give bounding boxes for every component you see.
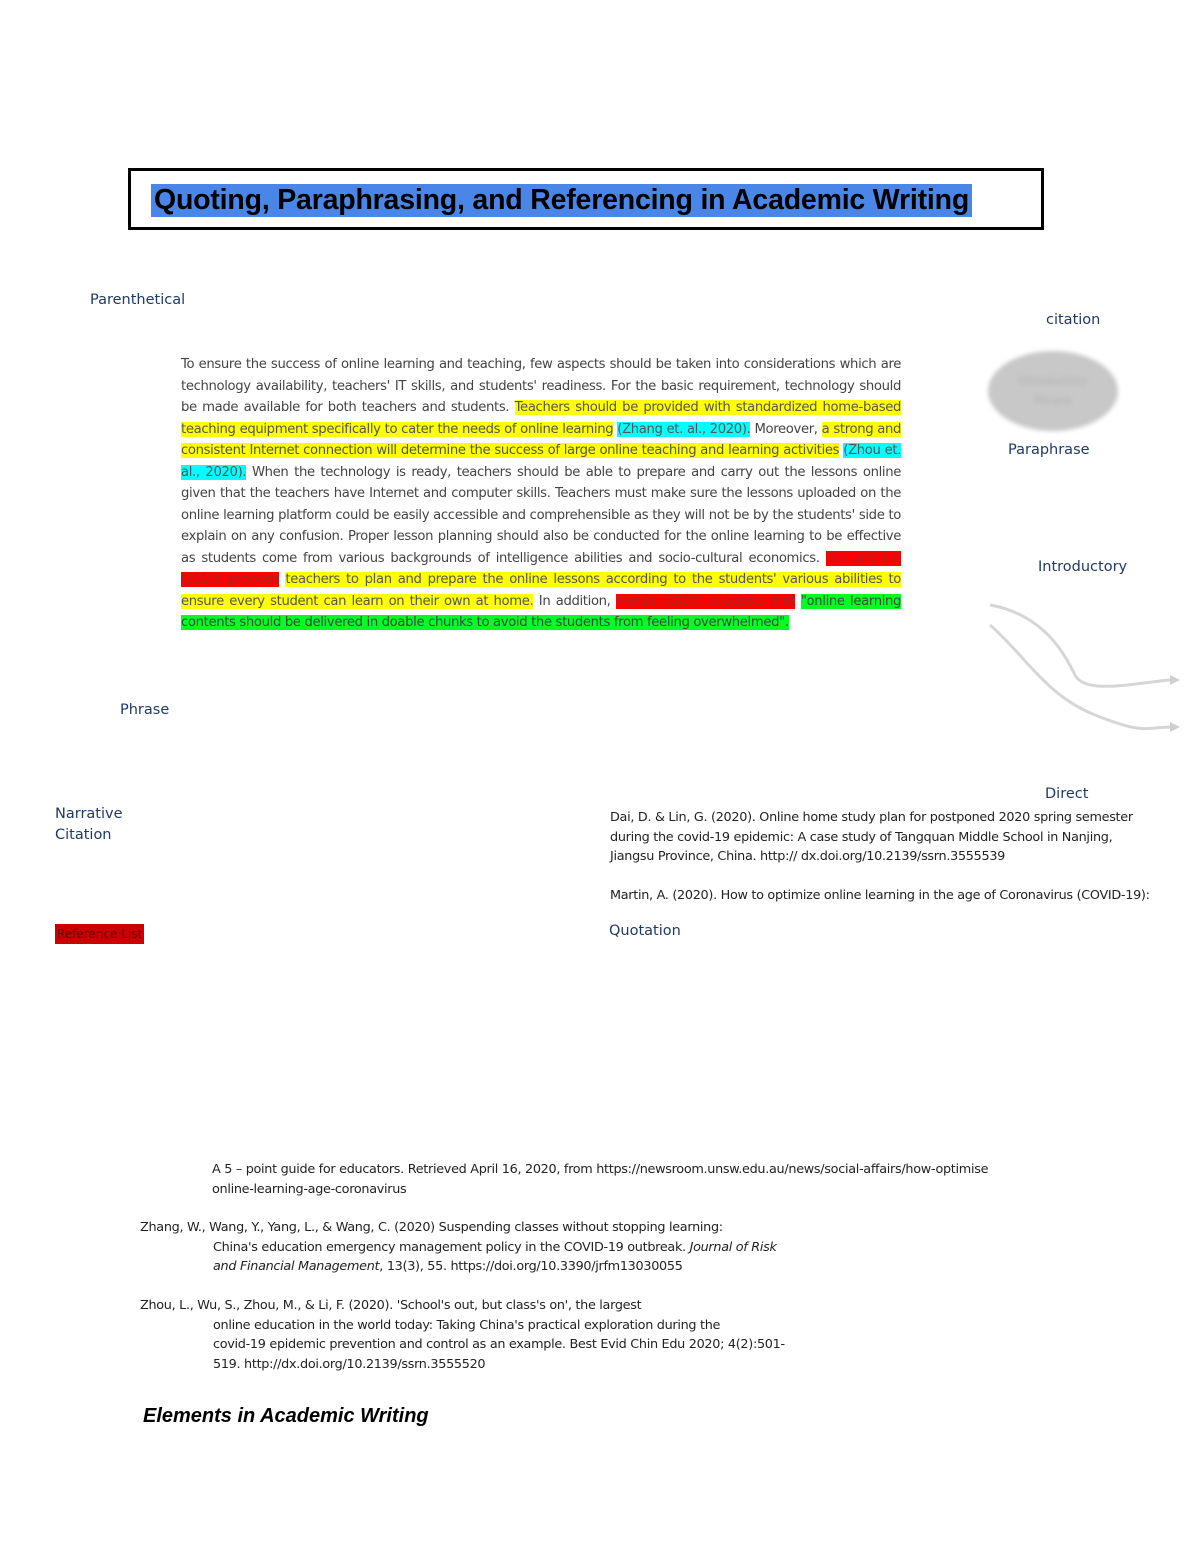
direct-quotation: "online learning contents should be delivered in doable chunks to avoid the students from feeling overwhelmed". (181, 593, 902, 630)
title-box (128, 168, 1044, 230)
section-heading: Elements in Academic Writing (143, 1405, 429, 1427)
label-quotation: Quotation (609, 923, 681, 939)
parenthetical-citation: (Zhang et. al., 2020). (617, 421, 751, 437)
introductory-phrase: In addition, (538, 593, 611, 609)
reference-line: Zhou, L., Wu, S., Zhou, M., & Li, F. (2020). 'School's out, but class's on', the largest (140, 1298, 642, 1313)
journal-name: Journal of Risk (689, 1239, 777, 1255)
connector-arrows (985, 595, 1185, 735)
reference-list-badge: Reference List (55, 924, 144, 944)
connector-arrow-1 (990, 605, 1170, 686)
reference-martin: Martin, A. (2020). How to optimize online learning in the age of Coronavirus (COVID-19): (610, 888, 1150, 903)
label-direct: Direct (1045, 786, 1089, 802)
reference-line: China's education emergency management policy in the COVID-19 outbreak. (213, 1239, 686, 1255)
reference-line: online education in the world today: Taking China's practical exploration during the (213, 1317, 721, 1333)
reference-dai: Dai, D. & Lin, G. (2020). Online home study plan for postponed 2020 spring semester during the covid-19 epidemic: A case study of Tangquan Middle School in Nanjing, Jiangsu Province, China. http:// dx.doi.org/10.2139/ssrn.3555539 (610, 810, 1133, 864)
parenthetical-citation: (Zhou et. al., 2020). (181, 443, 902, 480)
reference-zhang (140, 1218, 840, 1277)
label-phrase: Phrase (120, 702, 170, 718)
paraphrase-highlight: Teachers should be provided with standardized home-based teaching equipment specifically to cater the needs of online learning (181, 400, 901, 437)
connector-arrow-2 (990, 625, 1175, 729)
narrative-citation: Martin (2020) suggests that (615, 593, 796, 609)
reference-line: covid-19 epidemic prevention and control as an example. Best Evid Chin Edu 2020; 4(2):501- (213, 1337, 785, 1352)
sample-paragraph (181, 354, 901, 634)
introductory-phrase-bubble (988, 351, 1118, 431)
reference-line-wrap (140, 1238, 840, 1277)
reference-line: 519. http://dx.doi.org/10.2139/ssrn.3555520 (213, 1356, 486, 1372)
paragraph-text: To ensure the success of online learning and teaching, few aspects should be taken into considerations which are technology availability, teachers' IT skills, and students' readiness. For the basic requirement, technology should be made available for both teachers and students. (181, 357, 901, 415)
paraphrase-highlight: a strong and consistent Internet connection will determine the success of large online teaching and learning activities (181, 421, 902, 458)
journal-name: and Financial Management (213, 1259, 380, 1274)
paragraph-text: Moreover, (754, 421, 818, 437)
bubble-text-2: Phrase (1034, 394, 1072, 407)
arrowhead-2 (1170, 722, 1180, 732)
reference-martin-continued (212, 1160, 1172, 1199)
reference-line: online-learning-age-coronavirus (212, 1181, 407, 1197)
label-citation-2: Citation (55, 827, 112, 843)
paragraph-text: When the technology is ready, teachers should be able to prepare and carry out the lessons online given that the teachers have Internet and computer skills. Teachers must make sure the lessons uploaded on the online learning platform could be easily accessible and comprehensible as they will not be by the students' side to explain on any confusion. Proper lesson planning should also be conducted for the online learning to be effective as students come from various backgrounds of intelligence abilities and socio-cultural economics. (181, 464, 902, 566)
page-title: Quoting, Paraphrasing, and Referencing in Academic Writing (151, 184, 972, 217)
bubble-text-1: Introductory (1019, 374, 1087, 387)
reference-line: , 13(3), 55. https://doi.org/10.3390/jrfm13030055 (379, 1259, 683, 1274)
narrative-citation: Dai and Lin (2020) propose (181, 550, 901, 587)
label-citation: citation (1046, 312, 1101, 328)
arrowhead-1 (1170, 675, 1180, 685)
reference-zhou (140, 1296, 840, 1374)
label-introductory: Introductory (1038, 559, 1128, 575)
label-parenthetical: Parenthetical (90, 292, 186, 308)
label-narrative: Narrative (55, 806, 123, 822)
reference-line: Zhang, W., Wang, Y., Yang, L., & Wang, C. (2020) Suspending classes without stopping learning: (140, 1220, 723, 1235)
reference-line: A 5 – point guide for educators. Retrieved April 16, 2020, from https://newsroom.unsw.edu.au/news/social-affairs/how-optimise (212, 1162, 989, 1177)
paraphrase-highlight: teachers to plan and prepare the online lessons according to the students' various abilities to ensure every student can learn on their own at home. (181, 572, 901, 609)
label-paraphrase: Paraphrase (1008, 442, 1090, 458)
